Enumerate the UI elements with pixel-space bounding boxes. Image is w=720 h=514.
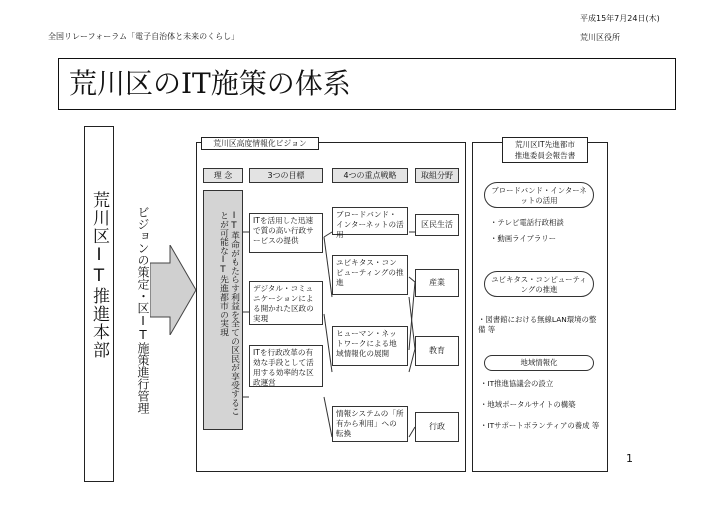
report-item: ・IT推進協議会の設立	[480, 379, 554, 388]
field-box-2: 産業	[415, 269, 459, 297]
report-heading	[502, 137, 588, 163]
report-section-2-title: ユビキタス・コンピューティングの推進	[484, 271, 594, 297]
report-item: ・テレビ電話行政相談	[490, 218, 564, 227]
col-header-fields: 取組分野	[415, 168, 459, 183]
hq-label: 荒川区IT推進本部	[89, 191, 109, 359]
strategy-box-4: 情報システムの「所有から利用」への転換	[332, 406, 408, 442]
field-box-1: 区民生活	[415, 214, 459, 236]
strategy-box-3: ヒューマン・ネットワークによる地域情報化の展開	[332, 326, 408, 366]
goal-box-2: デジタル・コミュニケーションによる開かれた区政の実現	[249, 281, 323, 325]
col-header-strategies: 4つの重点戦略	[332, 168, 408, 183]
principle-text: IT革命がもたらす利益を全ての区民が享受することが可能なIT先進都市の実現	[218, 211, 239, 416]
org-name: 荒川区役所	[580, 33, 620, 42]
vision-heading	[201, 137, 319, 150]
report-item: ・地域ポータルサイトの構築	[480, 400, 576, 409]
vision-heading-text: 荒川区高度情報化ビジョン	[213, 139, 307, 148]
field-box-3: 教育	[415, 336, 459, 366]
arrow-text: ビジョンの策定・区IT施策進行管理	[136, 206, 150, 414]
report-section-1-title: ブロードバンド・インターネットの活用	[484, 182, 594, 208]
page-title: 荒川区のIT施策の体系	[69, 67, 351, 100]
arrow-shape	[150, 245, 200, 335]
goal-box-3: ITを行政改革の有効な手段として活用する効率的な区政運営	[249, 345, 323, 387]
principle-box	[203, 190, 243, 430]
strategy-box-1: ブロードバンド・インターネットの活用	[332, 207, 408, 235]
report-heading-line2: 推進委員会報告書	[514, 151, 576, 160]
title-box	[58, 58, 676, 110]
report-item: ・図書館における無線LAN環境の整備 等	[478, 315, 597, 334]
forum-title: 全国リレーフォーラム「電子自治体と未来のくらし」	[48, 32, 240, 41]
hq-box	[84, 126, 114, 482]
page-number: 1	[626, 452, 633, 465]
col-header-principle: 理 念	[203, 168, 243, 183]
date-text: 平成15年7月24日(木)	[580, 14, 660, 23]
report-section-3-title: 地域情報化	[484, 355, 594, 371]
field-box-4: 行政	[415, 412, 459, 442]
report-item: ・動画ライブラリー	[490, 234, 557, 243]
col-header-goals: 3つの目標	[249, 168, 323, 183]
goal-box-1: ITを活用した迅速で質の高い行政サービスの提供	[249, 213, 323, 253]
strategy-box-2: ユビキタス・コンピューティングの推進	[332, 255, 408, 295]
report-heading-line1: 荒川区IT先進都市	[514, 140, 576, 149]
report-item: ・ITサポートボランティアの養成 等	[480, 421, 600, 430]
